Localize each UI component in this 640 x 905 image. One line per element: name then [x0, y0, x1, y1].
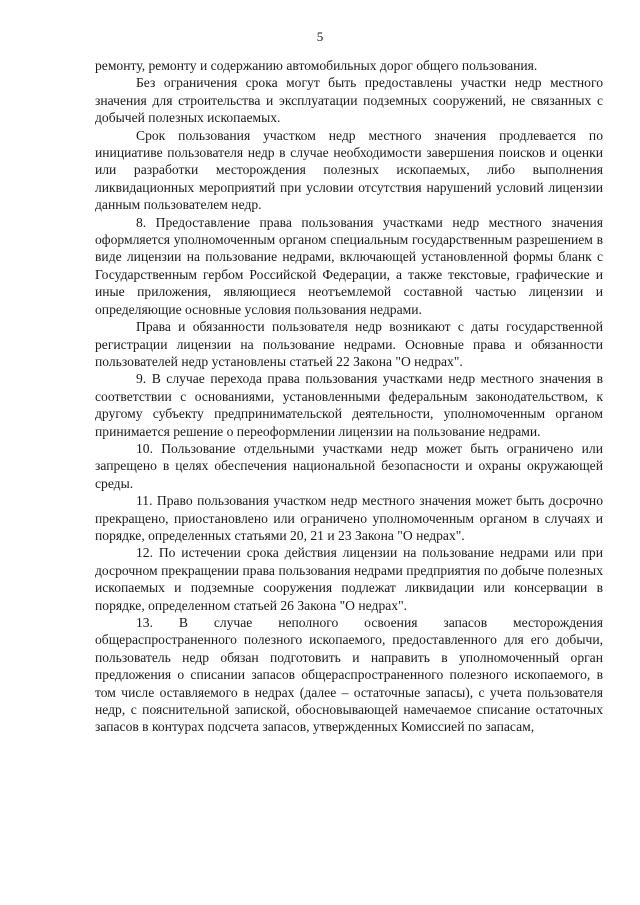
- page-number: 5: [316, 29, 324, 44]
- paragraph-item-10: 10. Пользование отдельными участками недр может быть ограничено или запрещено в целях обеспечения национальной безопасности и охраны окружающей среды.: [95, 440, 603, 491]
- document-body: [95, 57, 603, 736]
- paragraph-continuation: ремонту, ремонту и содержанию автомобильных дорог общего пользования.: [95, 58, 538, 73]
- paragraph-term-extension: Срок пользования участком недр местного значения продлевается по инициативе пользователя недр в случае необходимости завершения поисков и оценки или разработки месторождения полезных ископаемых, либо выполнения ликвидационных мероприятий при условии отсутствия нарушений условий лицензии данным пользователем недр.: [95, 127, 603, 213]
- paragraph-item-8: 8. Предоставление права пользования участками недр местного значения оформляется уполномоченным органом специальным государственным разрешением в виде лицензии на пользование недрами, включающей установленной формы бланк с Государственным гербом Российской Федерации, а также текстовые, графические и иные приложения, являющиеся неотъемлемой составной частью лицензии и определяющие основные условия пользования недрами.: [95, 214, 603, 317]
- paragraph-unlimited-term: Без ограничения срока могут быть предоставлены участки недр местного значения для строительства и эксплуатации подземных сооружений, не связанных с добычей полезных ископаемых.: [95, 75, 603, 126]
- paragraph-item-12: 12. По истечении срока действия лицензии на пользование недрами или при досрочном прекращении права пользования недрами предприятия по добыче полезных ископаемых и подземные сооружения подлежат ликвидации или консервации в порядке, определенном статьей 26 Закона "О недрах".: [95, 545, 603, 613]
- paragraph-rights-obligations: Права и обязанности пользователя недр возникают с даты государственной регистрации лицензии на пользование недрами. Основные права и обязанности пользователей недр установлены статьей 22 Закона "О недрах".: [95, 319, 603, 369]
- paragraph-item-11: 11. Право пользования участком недр местного значения может быть досрочно прекращено, приостановлено или ограничено уполномоченным органом в случаях и порядке, определенных статьями 20, 21 и 23 Закона "О недрах".: [95, 493, 603, 543]
- paragraph-item-9: 9. В случае перехода права пользования участками недр местного значения в соответствии с основаниями, установленными федеральным законодательством, к другому субъекту предпринимательской деятельности, уполномоченным органом принимается решение о переоформлении лицензии на пользование недрами.: [95, 371, 603, 439]
- paragraph-item-13: 13. В случае неполного освоения запасов месторождения общераспространенного полезного ископаемого, предоставленного для его добычи, пользователь недр обязан подготовить и направить в уполномоченный орган предложения о списании запасов общераспространенного полезного ископаемого, в том числе оставляемого в недрах (далее – остаточные запасы), с учета пользователя недр, с пояснительной запиской, обосновывающей намечаемое списание остаточных запасов в контурах подсчета запасов, утвержденных Комиссией по запасам,: [95, 615, 603, 735]
